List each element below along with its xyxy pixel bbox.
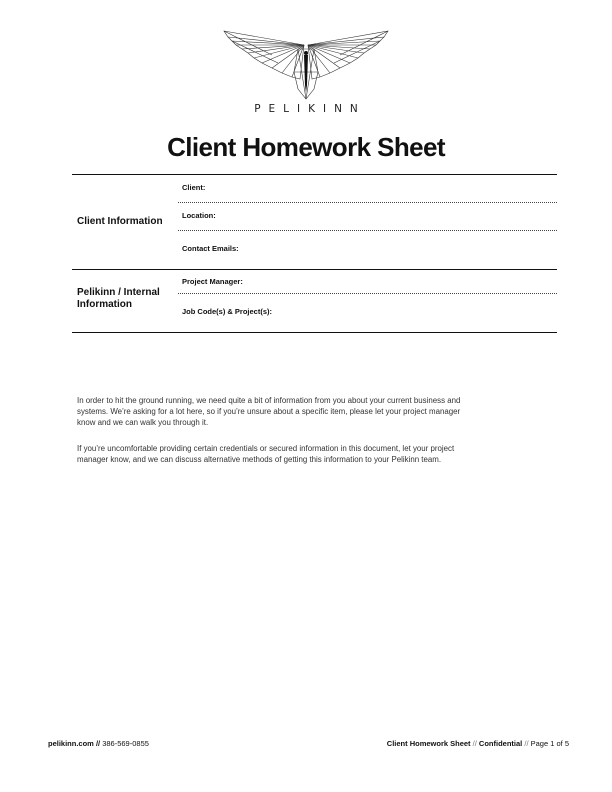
project-manager-field-label: Project Manager: <box>182 277 243 286</box>
client-info-heading: Client Information <box>77 216 163 227</box>
footer-doc-name: Client Homework Sheet <box>386 739 471 748</box>
section-divider <box>72 332 557 333</box>
footer-doc-info <box>387 739 569 748</box>
intro-paragraph-1 <box>77 395 547 428</box>
job-code-field-label: Job Code(s) & Project(s): <box>182 307 273 316</box>
internal-info-heading-line2: Information <box>77 299 132 310</box>
location-field-line[interactable] <box>178 230 557 231</box>
section-divider <box>72 174 557 175</box>
intro-paragraph-2 <box>77 443 547 465</box>
brand-name: PELIKINN <box>254 103 366 115</box>
internal-info-heading <box>77 287 177 311</box>
section-divider <box>72 269 557 270</box>
page-title: Client Homework Sheet <box>167 132 445 162</box>
intro-line: systems. We’re asking for a lot here, so if you’re unsure about a specific item, please let your project manager <box>77 407 461 416</box>
footer-separator: // <box>95 739 101 748</box>
intro-line: If you’re uncomfortable providing certain credentials or secured information in this document, let your project <box>77 444 455 453</box>
footer-confidential: Confidential <box>478 739 523 748</box>
project-manager-field-line[interactable] <box>178 293 557 294</box>
client-field-label: Client: <box>182 183 206 192</box>
footer-website[interactable]: pelikinn.com <box>48 739 94 748</box>
location-field-label: Location: <box>182 211 216 220</box>
footer-phone: 386-569-0855 <box>102 739 149 748</box>
footer-page-number: Page 1 of 5 <box>530 739 569 748</box>
intro-line: know and we can walk you through it. <box>77 418 209 427</box>
contact-emails-field-label: Contact Emails: <box>182 244 239 253</box>
internal-info-heading-line1: Pelikinn / Internal <box>77 287 160 298</box>
footer-separator: // <box>524 739 529 748</box>
intro-line: In order to hit the ground running, we need quite a bit of information from you about your current business and <box>77 396 461 405</box>
footer-separator: // <box>472 739 477 748</box>
client-field-line[interactable] <box>178 202 557 203</box>
intro-line: manager know, and we can discuss alternative methods of getting this information to your Pelikinn team. <box>77 455 442 464</box>
footer-contact <box>48 739 149 748</box>
